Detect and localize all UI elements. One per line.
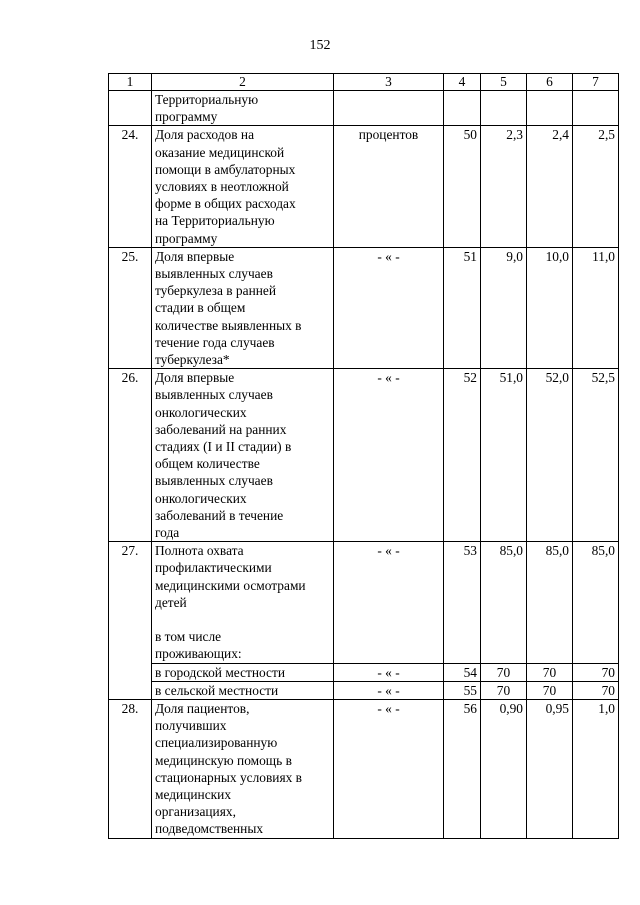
code-cell: 54: [444, 663, 481, 681]
value-cell: 1,0: [573, 699, 619, 838]
indicator-line: количестве выявленных в: [155, 317, 302, 333]
table-row-continuation: [109, 91, 619, 126]
indicator-cell: [152, 247, 334, 368]
row-number: 26.: [109, 369, 152, 542]
indicator-line: в том числе: [155, 629, 222, 645]
indicator-line: на Территориальную: [155, 213, 275, 229]
indicator-line: оказание медицинской: [155, 144, 285, 160]
indicator-line: выявленных случаев: [155, 387, 273, 403]
table-row: [109, 369, 619, 542]
value-cell: 11,0: [573, 247, 619, 368]
indicator-line: Территориальную: [155, 92, 259, 107]
code-cell: 51: [444, 247, 481, 368]
indicator-line: Доля расходов на: [155, 127, 255, 143]
indicator-cell: [152, 542, 334, 663]
header-cell: 1: [109, 74, 152, 91]
table-row: [109, 542, 619, 663]
value-cell: 2,3: [481, 126, 527, 247]
value-cell: [573, 91, 619, 126]
indicator-line: общем количестве: [155, 456, 260, 472]
table-row: [109, 126, 619, 247]
header-cell: 5: [481, 74, 527, 91]
row-number: 28.: [109, 699, 152, 838]
value-cell: 70: [481, 681, 527, 699]
indicator-line: Полнота охвата: [155, 543, 244, 559]
value-cell: 2,5: [573, 126, 619, 247]
value-cell: 0,90: [481, 699, 527, 838]
subrow-label: в городской местности: [152, 663, 334, 681]
value-cell: 2,4: [527, 126, 573, 247]
value-cell: 70: [573, 681, 619, 699]
indicator-line: детей: [155, 594, 187, 610]
indicator-cell: [152, 91, 334, 126]
indicator-line: течение года случаев: [155, 334, 275, 350]
indicator-line: заболеваний на ранних: [155, 421, 287, 437]
row-number: 27.: [109, 542, 152, 700]
indicator-line: медицинскими осмотрами: [155, 577, 306, 593]
indicator-line: заболеваний в течение: [155, 507, 284, 523]
code-cell: 50: [444, 126, 481, 247]
header-row: [109, 74, 619, 91]
indicator-line: условиях в неотложной: [155, 179, 289, 195]
indicator-line: стадии в общем: [155, 300, 246, 316]
table-subrow: [109, 681, 619, 699]
indicator-line: года: [155, 525, 180, 541]
value-cell: 51,0: [481, 369, 527, 542]
code-cell: [444, 91, 481, 126]
indicator-line: Доля пациентов,: [155, 700, 250, 716]
indicator-line: помощи в амбулаторных: [155, 161, 296, 177]
value-cell: 0,95: [527, 699, 573, 838]
code-cell: 52: [444, 369, 481, 542]
indicator-line: Доля впервые: [155, 370, 235, 386]
table-row: [109, 699, 619, 838]
value-cell: 52,5: [573, 369, 619, 542]
indicator-line: выявленных случаев: [155, 473, 273, 489]
value-cell: 70: [573, 663, 619, 681]
indicator-line: медицинских: [155, 786, 232, 802]
unit-cell: процентов: [334, 126, 444, 247]
table-row: [109, 247, 619, 368]
unit-cell: - « -: [334, 542, 444, 663]
unit-cell: [334, 91, 444, 126]
table-subrow: [109, 663, 619, 681]
indicator-line: организациях,: [155, 804, 236, 820]
value-cell: 52,0: [527, 369, 573, 542]
value-cell: 70: [481, 663, 527, 681]
value-cell: 9,0: [481, 247, 527, 368]
indicator-line: онкологических: [155, 404, 247, 420]
unit-cell: - « -: [334, 247, 444, 368]
indicator-line: программу: [155, 109, 218, 125]
header-cell: 6: [527, 74, 573, 91]
indicator-line: получивших: [155, 718, 227, 734]
value-cell: 85,0: [527, 542, 573, 663]
value-cell: 70: [527, 681, 573, 699]
page-number: 152: [309, 38, 331, 53]
row-number: 25.: [109, 247, 152, 368]
indicator-line: проживающих:: [155, 646, 242, 662]
unit-cell: - « -: [334, 663, 444, 681]
indicator-line: онкологических: [155, 490, 247, 506]
header-cell: 2: [152, 74, 334, 91]
value-cell: 85,0: [481, 542, 527, 663]
blank-spacer: [155, 611, 330, 628]
code-cell: 53: [444, 542, 481, 663]
unit-cell: - « -: [334, 681, 444, 699]
value-cell: 70: [527, 663, 573, 681]
indicator-line: Доля впервые: [155, 248, 235, 264]
indicator-line: профилактическими: [155, 560, 272, 576]
indicator-cell: [152, 126, 334, 247]
indicator-line: стационарных условиях в: [155, 769, 302, 785]
indicator-line: выявленных случаев: [155, 266, 273, 282]
row-number: 24.: [109, 126, 152, 247]
indicator-cell: [152, 699, 334, 838]
unit-cell: - « -: [334, 699, 444, 838]
value-cell: 10,0: [527, 247, 573, 368]
indicator-line: стадиях (I и II стадии) в: [155, 439, 292, 455]
code-cell: 56: [444, 699, 481, 838]
indicator-line: форме в общих расходах: [155, 196, 296, 212]
header-cell: 3: [334, 74, 444, 91]
value-cell: [527, 91, 573, 126]
code-cell: 55: [444, 681, 481, 699]
indicator-line: туберкулеза*: [155, 352, 230, 368]
indicator-line: программу: [155, 230, 218, 246]
unit-cell: - « -: [334, 369, 444, 542]
indicator-line: подведомственных: [155, 821, 264, 837]
number-cell: [109, 91, 152, 126]
subrow-label: в сельской местности: [152, 681, 334, 699]
indicator-line: специализированную: [155, 735, 278, 751]
header-cell: 4: [444, 74, 481, 91]
header-cell: 7: [573, 74, 619, 91]
value-cell: 85,0: [573, 542, 619, 663]
indicators-table: [108, 73, 619, 839]
indicator-line: туберкулеза в ранней: [155, 283, 277, 299]
indicator-line: медицинскую помощь в: [155, 752, 292, 768]
value-cell: [481, 91, 527, 126]
indicator-cell: [152, 369, 334, 542]
